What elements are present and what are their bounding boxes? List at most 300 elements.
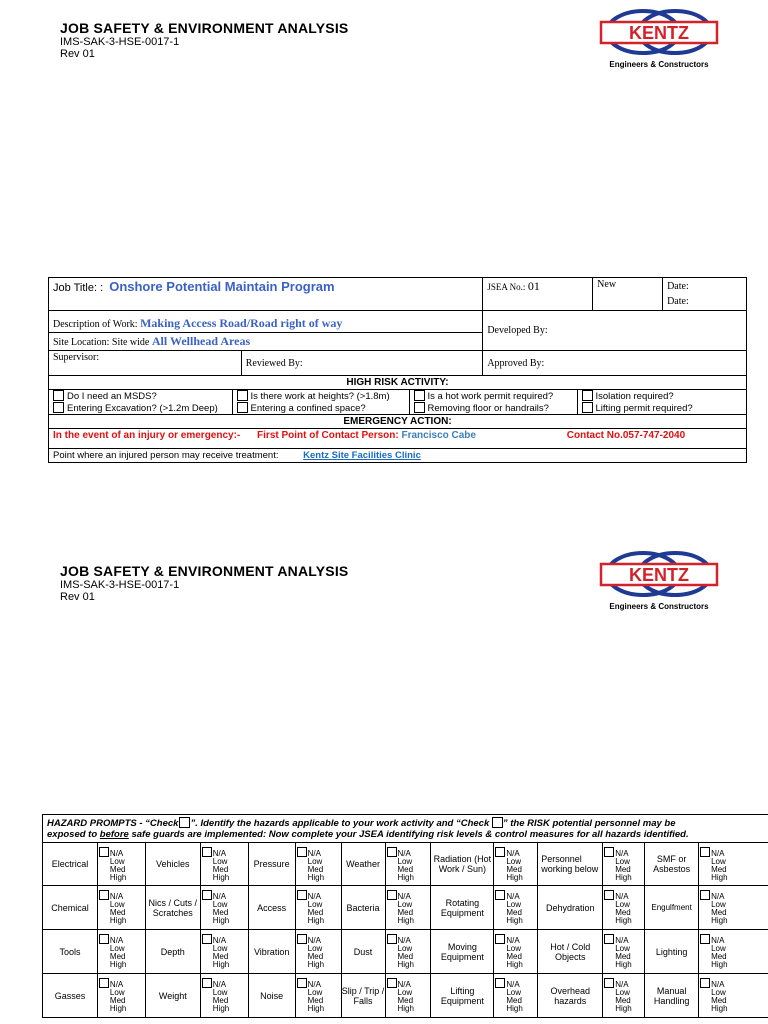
risk-level-label: Low: [615, 988, 630, 997]
checkbox-icon: [492, 817, 503, 828]
document-revision-2: Rev 01: [60, 591, 95, 603]
risk-level-label: High: [109, 960, 127, 969]
risk-level-label: N/A: [397, 980, 411, 989]
risk-level-label: Low: [307, 944, 323, 953]
risk-level-option[interactable]: [99, 874, 145, 882]
risk-level-label: Med: [212, 864, 229, 874]
checkbox-icon[interactable]: [387, 847, 397, 857]
risk-level-option[interactable]: [700, 917, 768, 925]
risk-level-label: High: [109, 872, 127, 882]
risk-level-options: [494, 974, 538, 1018]
risk-level-label: Med: [615, 864, 631, 874]
checkbox-icon[interactable]: [99, 934, 109, 944]
risk-level-options: [200, 974, 248, 1018]
risk-level-options: [295, 974, 341, 1018]
checkbox-icon[interactable]: [297, 847, 307, 857]
checkbox-icon[interactable]: [414, 402, 425, 413]
first-contact-label: First Point of Contact Person:: [257, 430, 399, 441]
checkbox-icon[interactable]: [414, 390, 425, 401]
emergency-heading: EMERGENCY ACTION:: [49, 415, 747, 429]
first-contact-name[interactable]: Francisco Cabe: [401, 430, 476, 441]
risk-level-label: High: [506, 960, 523, 969]
risk-level-label: Med: [506, 864, 522, 874]
checkbox-icon[interactable]: [495, 978, 505, 988]
checkbox-icon[interactable]: [202, 890, 212, 900]
risk-level-label: N/A: [307, 892, 321, 901]
developed-by-cell: [483, 311, 747, 351]
risk-level-label: Med: [307, 952, 324, 961]
risk-level-label: High: [212, 1004, 230, 1013]
contact-number[interactable]: Contact No.057-747-2040: [566, 430, 686, 441]
risk-level-options: [494, 886, 538, 930]
checkbox-icon[interactable]: [700, 890, 710, 900]
risk-level-options: [385, 843, 431, 886]
risk-level-options: [494, 843, 538, 886]
risk-level-label: N/A: [711, 892, 725, 901]
risk-level-label: N/A: [307, 848, 321, 858]
risk-level-options: [603, 843, 645, 886]
risk-level-label: Med: [397, 908, 414, 917]
checkbox-icon[interactable]: [604, 847, 614, 857]
risk-level-label: Low: [711, 988, 726, 997]
risk-level-label: N/A: [615, 848, 629, 858]
checkbox-icon[interactable]: [237, 402, 248, 413]
hazard-row: [43, 843, 768, 886]
high-risk-item[interactable]: Entering a confined space?: [232, 402, 409, 414]
approved-by-label[interactable]: Approved By:: [487, 357, 545, 369]
date-field-2[interactable]: Date:: [667, 296, 689, 307]
risk-level-options: [603, 974, 645, 1018]
high-risk-item[interactable]: Do I need an MSDS?: [49, 390, 232, 402]
kentz-logo: [598, 8, 720, 70]
description-cell: [49, 311, 483, 333]
risk-level-label: Low: [307, 856, 323, 866]
treatment-row: [49, 449, 747, 463]
risk-level-label: Med: [615, 908, 631, 917]
checkbox-icon[interactable]: [297, 934, 307, 944]
document-title-2: JOB SAFETY & ENVIRONMENT ANALYSIS: [60, 563, 349, 579]
risk-level-label: Low: [506, 900, 522, 909]
hazard-name: Bacteria: [341, 886, 385, 930]
high-risk-grid: [49, 390, 746, 414]
risk-level-label: Med: [711, 908, 727, 917]
treatment-label: Point where an injured person may receive treatment:: [53, 450, 279, 461]
risk-level-options: [200, 843, 248, 886]
checkbox-icon[interactable]: [604, 978, 614, 988]
risk-level-label: Med: [615, 952, 631, 961]
risk-level-options: [603, 930, 645, 974]
risk-level-label: N/A: [212, 848, 227, 858]
hazard-name: Vibration: [248, 930, 295, 974]
hazard-name: Personnel working below: [538, 843, 603, 886]
risk-level-label: N/A: [307, 980, 321, 989]
high-risk-item[interactable]: Removing floor or handrails?: [409, 402, 577, 414]
kentz-logo-2: [598, 550, 720, 612]
risk-level-label: High: [711, 960, 728, 969]
risk-level-options: [200, 886, 248, 930]
risk-level-option[interactable]: [495, 1005, 537, 1013]
risk-level-options: [699, 886, 768, 930]
risk-level-label: Low: [506, 856, 522, 866]
hazard-row: [43, 886, 768, 930]
risk-level-label: Med: [212, 908, 229, 917]
risk-level-option[interactable]: [202, 917, 248, 925]
job-title-cell: [49, 278, 483, 311]
risk-level-option[interactable]: [604, 917, 644, 925]
logo-wordmark: KENTZ: [629, 565, 689, 585]
checkbox-icon[interactable]: [99, 890, 109, 900]
risk-level-options: [699, 974, 768, 1018]
checkbox-icon[interactable]: [99, 847, 109, 857]
hazard-row: [43, 930, 768, 974]
hazard-name: Dust: [341, 930, 385, 974]
hazard-name: Manual Handling: [645, 974, 699, 1018]
risk-level-label: High: [397, 960, 414, 969]
risk-level-option[interactable]: [604, 874, 644, 882]
risk-level-label: Low: [615, 856, 630, 866]
risk-level-label: Low: [109, 988, 125, 997]
hazard-prompt-text: HAZARD PROMPTS - “Check ”. Identify the hazards applicable to your work activity and “Check ” the RISK potential personnel may be exposed to before safe guards are implemented: Now complete your JSEA identifying risk levels & control measures for all hazards identified.: [43, 815, 768, 843]
date-cell: [663, 278, 747, 311]
logo-tagline: Engineers & Constructors: [609, 60, 709, 69]
risk-level-label: N/A: [109, 848, 124, 858]
checkbox-icon[interactable]: [700, 847, 710, 857]
risk-level-option[interactable]: [297, 1005, 341, 1013]
risk-level-label: Low: [711, 900, 726, 909]
risk-level-options: [494, 930, 538, 974]
risk-level-label: N/A: [212, 936, 227, 945]
risk-level-label: N/A: [615, 980, 629, 989]
checkbox-icon[interactable]: [582, 402, 593, 413]
high-risk-item[interactable]: Is there work at heights? (>1.8m): [232, 390, 409, 402]
checkbox-icon[interactable]: [582, 390, 593, 401]
risk-level-label: Low: [397, 900, 413, 909]
risk-level-option[interactable]: [387, 874, 431, 882]
risk-level-label: High: [615, 1004, 632, 1013]
risk-level-options: [385, 886, 431, 930]
hazard-name: Hot / Cold Objects: [538, 930, 603, 974]
checkbox-icon[interactable]: [99, 978, 109, 988]
risk-level-option[interactable]: [387, 917, 431, 925]
risk-level-label: Low: [307, 900, 323, 909]
high-risk-heading: HIGH RISK ACTIVITY:: [49, 376, 747, 390]
hazard-name: Rotating Equipment: [431, 886, 494, 930]
risk-level-label: Low: [212, 856, 228, 866]
high-risk-item[interactable]: Entering Excavation? (>1.2m Deep): [49, 402, 232, 414]
site-location-label: Site Location: Site wide: [53, 337, 150, 348]
checkbox-icon[interactable]: [604, 934, 614, 944]
checkbox-icon[interactable]: [202, 978, 212, 988]
hazard-name: Weight: [145, 974, 200, 1018]
risk-level-options: [295, 843, 341, 886]
risk-level-label: High: [212, 872, 230, 882]
risk-level-option[interactable]: [700, 961, 768, 969]
checkbox-icon[interactable]: [700, 934, 710, 944]
high-risk-item[interactable]: Is a hot work permit required?: [409, 390, 577, 402]
document-header: [60, 20, 348, 60]
risk-level-label: Med: [109, 952, 126, 961]
checkbox-icon[interactable]: [202, 934, 212, 944]
risk-level-label: Low: [506, 944, 522, 953]
hazard-name: Lifting Equipment: [431, 974, 494, 1018]
risk-level-label: N/A: [109, 980, 124, 989]
risk-level-label: High: [615, 872, 632, 882]
checkbox-icon[interactable]: [495, 847, 505, 857]
risk-level-label: Med: [397, 864, 414, 874]
risk-level-options: [699, 843, 768, 886]
risk-level-label: Low: [397, 856, 413, 866]
risk-level-label: Med: [506, 952, 522, 961]
risk-level-label: N/A: [711, 848, 725, 858]
risk-level-label: High: [307, 960, 325, 969]
checkbox-icon[interactable]: [387, 890, 397, 900]
checkbox-icon[interactable]: [387, 934, 397, 944]
risk-level-option[interactable]: [495, 917, 537, 925]
risk-level-option[interactable]: [604, 1005, 644, 1013]
risk-level-option[interactable]: [700, 1005, 768, 1013]
risk-level-option[interactable]: [297, 874, 341, 882]
risk-level-label: N/A: [307, 936, 321, 945]
risk-level-label: Med: [307, 996, 324, 1005]
risk-level-label: High: [711, 872, 728, 882]
checkbox-icon: [179, 817, 190, 828]
risk-level-label: N/A: [615, 936, 629, 945]
risk-level-label: High: [307, 872, 325, 882]
hazard-name: Pressure: [248, 843, 295, 886]
risk-level-options: [385, 974, 431, 1018]
document-code: IMS-SAK-3-HSE-0017-1: [60, 36, 180, 48]
risk-level-label: Med: [506, 908, 522, 917]
risk-level-label: High: [109, 1004, 127, 1013]
hazard-name: Depth: [145, 930, 200, 974]
risk-level-label: Low: [615, 900, 630, 909]
risk-level-label: Med: [109, 996, 126, 1005]
risk-level-options: [295, 886, 341, 930]
job-info-table: [48, 277, 747, 463]
risk-level-label: High: [109, 916, 127, 925]
risk-level-label: High: [307, 916, 325, 925]
developed-by-label[interactable]: Developed By:: [487, 325, 548, 336]
hazard-name: Engulfment: [645, 886, 699, 930]
risk-level-label: High: [397, 1004, 414, 1013]
risk-level-option[interactable]: [99, 1005, 145, 1013]
risk-level-label: Med: [397, 952, 414, 961]
checkbox-icon[interactable]: [202, 847, 212, 857]
risk-level-option[interactable]: [202, 874, 248, 882]
risk-level-label: Med: [307, 864, 324, 874]
hazard-name: Dehydration: [538, 886, 603, 930]
risk-level-label: Med: [711, 952, 727, 961]
high-risk-item[interactable]: Lifting permit required?: [577, 402, 746, 414]
risk-level-option[interactable]: [202, 1005, 248, 1013]
risk-level-label: Low: [212, 944, 228, 953]
risk-level-label: High: [711, 916, 728, 925]
approved-by-cell: [483, 351, 747, 376]
risk-level-label: Low: [109, 900, 125, 909]
risk-level-label: Low: [615, 944, 630, 953]
risk-level-label: Med: [506, 996, 522, 1005]
hazard-name: Access: [248, 886, 295, 930]
risk-level-option[interactable]: [99, 961, 145, 969]
risk-level-label: High: [397, 916, 414, 925]
risk-level-label: High: [506, 1004, 523, 1013]
risk-level-label: Med: [109, 908, 126, 917]
risk-level-label: Med: [307, 908, 324, 917]
site-location-value[interactable]: All Wellhead Areas: [151, 334, 251, 348]
description-label: Description of Work:: [53, 319, 138, 330]
risk-level-label: Low: [711, 944, 726, 953]
checkbox-icon[interactable]: [297, 890, 307, 900]
hazard-name: Nics / Cuts / Scratches: [145, 886, 200, 930]
hazard-name: Weather: [341, 843, 385, 886]
risk-level-label: N/A: [506, 936, 520, 945]
checkbox-icon[interactable]: [297, 978, 307, 988]
risk-level-label: N/A: [397, 936, 411, 945]
hazard-name: Vehicles: [145, 843, 200, 886]
treatment-place[interactable]: Kentz Site Facilities Clinic: [303, 450, 421, 461]
risk-level-label: Med: [109, 864, 126, 874]
risk-level-label: N/A: [212, 892, 227, 901]
jsea-label: JSEA No.:: [487, 282, 526, 292]
risk-level-option[interactable]: [387, 961, 431, 969]
high-risk-item[interactable]: Isolation required?: [577, 390, 746, 402]
risk-level-option[interactable]: [604, 961, 644, 969]
risk-level-option[interactable]: [700, 874, 768, 882]
risk-level-label: Med: [711, 996, 727, 1005]
risk-level-label: Med: [615, 996, 631, 1005]
checkbox-icon[interactable]: [700, 978, 710, 988]
hazard-name: Gasses: [43, 974, 98, 1018]
hazard-name: Lighting: [645, 930, 699, 974]
risk-level-options: [97, 930, 145, 974]
risk-level-label: High: [506, 872, 523, 882]
checkbox-icon[interactable]: [237, 390, 248, 401]
risk-level-label: Low: [397, 988, 413, 997]
risk-level-label: Med: [397, 996, 414, 1005]
risk-level-options: [699, 930, 768, 974]
high-risk-activities: [49, 390, 747, 415]
checkbox-icon[interactable]: [495, 934, 505, 944]
risk-level-label: N/A: [711, 936, 725, 945]
risk-level-label: N/A: [506, 848, 520, 858]
risk-level-options: [97, 974, 145, 1018]
emergency-row: [49, 429, 747, 449]
risk-level-label: N/A: [711, 980, 725, 989]
risk-level-label: N/A: [506, 892, 520, 901]
checkbox-icon[interactable]: [604, 890, 614, 900]
risk-level-label: N/A: [109, 892, 124, 901]
document-header-2: [60, 563, 348, 603]
risk-level-label: Low: [307, 988, 323, 997]
hazard-name: Radiation (Hot Work / Sun): [431, 843, 494, 886]
document-revision: Rev 01: [60, 48, 95, 60]
supervisor-cell: [49, 351, 242, 376]
risk-level-option[interactable]: [495, 874, 537, 882]
new-label: New: [597, 279, 617, 290]
reviewed-by-label[interactable]: Reviewed By:: [245, 357, 303, 369]
site-location-cell: [49, 333, 483, 351]
risk-level-label: Low: [109, 856, 125, 866]
hazard-name: Slip / Trip / Falls: [341, 974, 385, 1018]
document-title: JOB SAFETY & ENVIRONMENT ANALYSIS: [60, 20, 349, 36]
risk-level-label: High: [212, 960, 230, 969]
checkbox-icon[interactable]: [387, 978, 397, 988]
hazard-name: Noise: [248, 974, 295, 1018]
risk-level-options: [97, 843, 145, 886]
risk-level-options: [200, 930, 248, 974]
risk-level-label: Low: [212, 988, 228, 997]
risk-level-option[interactable]: [297, 917, 341, 925]
risk-level-label: High: [615, 916, 632, 925]
logo-wordmark: KENTZ: [629, 23, 689, 43]
risk-level-label: N/A: [212, 980, 227, 989]
document-code-2: IMS-SAK-3-HSE-0017-1: [60, 579, 180, 591]
risk-level-label: High: [307, 1004, 325, 1013]
risk-level-label: N/A: [397, 848, 411, 858]
jsea-number[interactable]: 01: [527, 279, 540, 293]
risk-level-label: N/A: [109, 936, 124, 945]
risk-level-option[interactable]: [297, 961, 341, 969]
risk-level-label: Low: [711, 856, 726, 866]
risk-level-options: [603, 886, 645, 930]
risk-level-label: N/A: [397, 892, 411, 901]
checkbox-icon[interactable]: [53, 390, 64, 401]
risk-level-label: N/A: [615, 892, 629, 901]
logo-tagline-2: Engineers & Constructors: [609, 602, 709, 611]
hazard-name: Overhead hazards: [538, 974, 603, 1018]
risk-level-label: High: [615, 960, 632, 969]
risk-level-options: [97, 886, 145, 930]
risk-level-label: N/A: [506, 980, 520, 989]
risk-level-label: High: [711, 1004, 728, 1013]
risk-level-label: Med: [711, 864, 727, 874]
hazard-name: Chemical: [43, 886, 98, 930]
hazard-name: Tools: [43, 930, 98, 974]
risk-level-option[interactable]: [495, 961, 537, 969]
risk-level-label: Low: [506, 988, 522, 997]
risk-level-options: [385, 930, 431, 974]
jsea-cell: [483, 278, 593, 311]
risk-level-label: Med: [212, 996, 229, 1005]
checkbox-icon[interactable]: [53, 402, 64, 413]
job-title-label: Job Title: :: [53, 282, 104, 294]
description-value[interactable]: Making Access Road/Road right of way: [140, 316, 343, 330]
risk-level-label: High: [506, 916, 523, 925]
risk-level-options: [295, 930, 341, 974]
checkbox-icon[interactable]: [495, 890, 505, 900]
risk-level-option[interactable]: [99, 917, 145, 925]
hazard-row: [43, 974, 768, 1018]
risk-level-option[interactable]: [387, 1005, 431, 1013]
risk-level-label: Low: [397, 944, 413, 953]
risk-level-label: High: [212, 916, 230, 925]
risk-level-label: Low: [212, 900, 228, 909]
risk-level-label: Low: [109, 944, 125, 953]
job-title-value[interactable]: Onshore Potential Maintain Program: [109, 279, 335, 294]
emergency-event: In the event of an injury or emergency:-: [53, 430, 241, 441]
hazard-name: Electrical: [43, 843, 98, 886]
hazard-name: Moving Equipment: [431, 930, 494, 974]
new-cell: [593, 278, 663, 311]
hazard-name: SMF or Asbestos: [645, 843, 699, 886]
hazard-prompts-table: [42, 814, 768, 1018]
reviewed-by-cell: [241, 351, 483, 376]
date-field-1[interactable]: Date:: [667, 281, 689, 292]
risk-level-option[interactable]: [202, 961, 248, 969]
supervisor-label[interactable]: Supervisor:: [53, 352, 100, 363]
risk-level-label: Med: [212, 952, 229, 961]
risk-level-label: High: [397, 872, 414, 882]
